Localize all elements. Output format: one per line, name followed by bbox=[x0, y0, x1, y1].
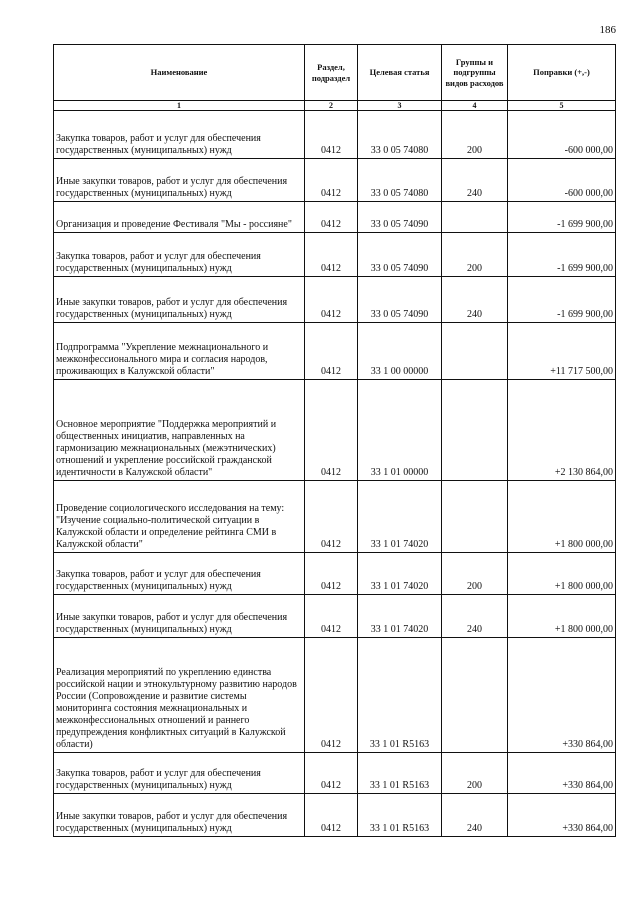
row-group bbox=[442, 202, 508, 233]
row-section: 0412 bbox=[305, 481, 358, 553]
row-target: 33 0 05 74090 bbox=[358, 277, 442, 323]
column-number: 4 bbox=[442, 101, 508, 111]
row-amount: +330 864,00 bbox=[508, 794, 616, 837]
row-name: Закупка товаров, работ и услуг для обеспечения государственных (муниципальных) нужд bbox=[54, 233, 305, 277]
header-amendments: Поправки (+,-) bbox=[508, 45, 616, 101]
row-target: 33 1 00 00000 bbox=[358, 323, 442, 380]
row-target: 33 1 01 74020 bbox=[358, 595, 442, 638]
row-section: 0412 bbox=[305, 553, 358, 595]
row-target: 33 1 01 74020 bbox=[358, 553, 442, 595]
column-number: 1 bbox=[54, 101, 305, 111]
row-section: 0412 bbox=[305, 794, 358, 837]
row-section: 0412 bbox=[305, 159, 358, 202]
row-target: 33 1 01 R5163 bbox=[358, 794, 442, 837]
row-name: Подпрограмма "Укрепление межнационального и межконфессионального мира и согласия народов, проживающих в Калужской области" bbox=[54, 323, 305, 380]
header-name: Наименование bbox=[54, 45, 305, 101]
row-name: Иные закупки товаров, работ и услуг для обеспечения государственных (муниципальных) нужд bbox=[54, 595, 305, 638]
table-row bbox=[54, 481, 616, 553]
row-group: 240 bbox=[442, 159, 508, 202]
row-group: 200 bbox=[442, 753, 508, 794]
table-header-row bbox=[54, 45, 616, 101]
table-row bbox=[54, 202, 616, 233]
row-target: 33 0 05 74090 bbox=[358, 202, 442, 233]
row-group bbox=[442, 323, 508, 380]
column-number: 3 bbox=[358, 101, 442, 111]
table-row bbox=[54, 595, 616, 638]
header-groups: Группы и подгруппы видов расходов bbox=[442, 45, 508, 101]
row-name: Иные закупки товаров, работ и услуг для обеспечения государственных (муниципальных) нужд bbox=[54, 794, 305, 837]
row-section: 0412 bbox=[305, 277, 358, 323]
row-name: Закупка товаров, работ и услуг для обеспечения государственных (муниципальных) нужд bbox=[54, 753, 305, 794]
row-amount: -600 000,00 bbox=[508, 111, 616, 159]
table-row bbox=[54, 159, 616, 202]
table-row bbox=[54, 794, 616, 837]
row-amount: -1 699 900,00 bbox=[508, 277, 616, 323]
row-amount: +1 800 000,00 bbox=[508, 481, 616, 553]
row-group bbox=[442, 380, 508, 481]
page-number: 186 bbox=[599, 24, 616, 36]
row-amount: +2 130 864,00 bbox=[508, 380, 616, 481]
row-amount: +1 800 000,00 bbox=[508, 595, 616, 638]
row-amount: -1 699 900,00 bbox=[508, 202, 616, 233]
budget-amendments-table bbox=[53, 44, 616, 837]
row-target: 33 1 01 R5163 bbox=[358, 638, 442, 753]
row-section: 0412 bbox=[305, 380, 358, 481]
row-name: Иные закупки товаров, работ и услуг для обеспечения государственных (муниципальных) нужд bbox=[54, 277, 305, 323]
row-target: 33 0 05 74080 bbox=[358, 111, 442, 159]
column-number: 5 bbox=[508, 101, 616, 111]
row-section: 0412 bbox=[305, 638, 358, 753]
row-section: 0412 bbox=[305, 111, 358, 159]
table-row bbox=[54, 380, 616, 481]
row-target: 33 0 05 74090 bbox=[358, 233, 442, 277]
row-group bbox=[442, 481, 508, 553]
row-name: Проведение социологического исследования на тему: "Изучение социально-политической ситуации в Калужской области и определение рейтинга СМИ в Калужской области" bbox=[54, 481, 305, 553]
row-amount: +11 717 500,00 bbox=[508, 323, 616, 380]
row-group bbox=[442, 638, 508, 753]
row-name: Иные закупки товаров, работ и услуг для обеспечения государственных (муниципальных) нужд bbox=[54, 159, 305, 202]
row-amount: +330 864,00 bbox=[508, 638, 616, 753]
row-section: 0412 bbox=[305, 753, 358, 794]
row-group: 200 bbox=[442, 233, 508, 277]
table-row bbox=[54, 277, 616, 323]
row-name: Реализация мероприятий по укреплению единства российской нации и этнокультурному развитию народов России (Сопровождение и развитие системы мониторинга состояния межнациональных и межконфессиональных отношений и раннего предупреждения конфликтных ситуаций в Калужской области) bbox=[54, 638, 305, 753]
row-amount: +330 864,00 bbox=[508, 753, 616, 794]
row-name: Закупка товаров, работ и услуг для обеспечения государственных (муниципальных) нужд bbox=[54, 553, 305, 595]
row-name: Организация и проведение Фестиваля "Мы - россияне" bbox=[54, 202, 305, 233]
column-number: 2 bbox=[305, 101, 358, 111]
row-group: 200 bbox=[442, 553, 508, 595]
row-target: 33 1 01 00000 bbox=[358, 380, 442, 481]
row-group: 240 bbox=[442, 277, 508, 323]
row-section: 0412 bbox=[305, 595, 358, 638]
row-group: 240 bbox=[442, 794, 508, 837]
row-amount: -600 000,00 bbox=[508, 159, 616, 202]
table-row bbox=[54, 638, 616, 753]
row-name: Закупка товаров, работ и услуг для обеспечения государственных (муниципальных) нужд bbox=[54, 111, 305, 159]
row-section: 0412 bbox=[305, 323, 358, 380]
row-group: 200 bbox=[442, 111, 508, 159]
row-target: 33 1 01 74020 bbox=[358, 481, 442, 553]
table-row bbox=[54, 111, 616, 159]
row-section: 0412 bbox=[305, 233, 358, 277]
table-row bbox=[54, 323, 616, 380]
row-section: 0412 bbox=[305, 202, 358, 233]
row-target: 33 0 05 74080 bbox=[358, 159, 442, 202]
row-amount: +1 800 000,00 bbox=[508, 553, 616, 595]
row-amount: -1 699 900,00 bbox=[508, 233, 616, 277]
header-section: Раздел, подраздел bbox=[305, 45, 358, 101]
table-row bbox=[54, 233, 616, 277]
header-target: Целевая статья bbox=[358, 45, 442, 101]
row-group: 240 bbox=[442, 595, 508, 638]
table-row bbox=[54, 553, 616, 595]
row-target: 33 1 01 R5163 bbox=[358, 753, 442, 794]
row-name: Основное мероприятие "Поддержка мероприятий и общественных инициатив, направленных на гармонизацию межнациональных (межэтнических) отношений и укрепление российской гражданской идентичности в Калужской области" bbox=[54, 380, 305, 481]
table-row bbox=[54, 753, 616, 794]
column-number-row bbox=[54, 101, 616, 111]
